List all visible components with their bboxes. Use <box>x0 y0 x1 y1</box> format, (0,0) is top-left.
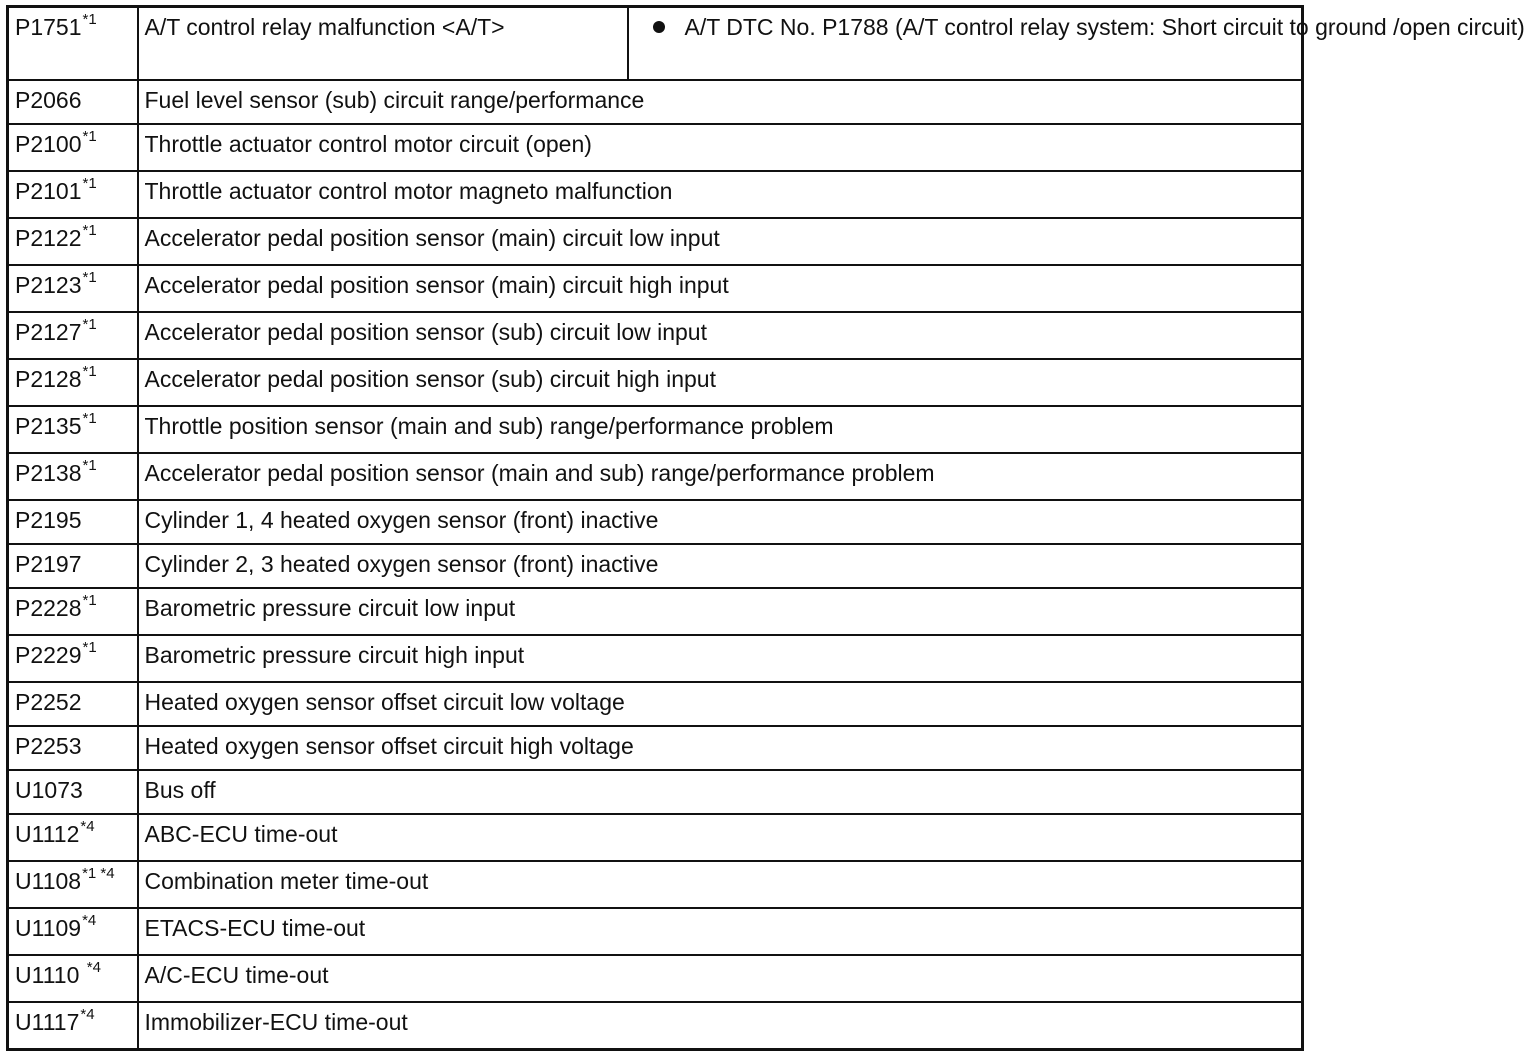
dtc-description: Barometric pressure circuit high input <box>138 635 1303 682</box>
dtc-code: P2100 <box>15 131 82 157</box>
table-row <box>8 588 1303 635</box>
dtc-description: Combination meter time-out <box>138 861 1303 908</box>
dtc-footnote-mark: *1 <box>82 592 97 610</box>
dtc-code-cell <box>8 7 138 81</box>
table-row <box>8 500 1303 544</box>
dtc-code: U1108 <box>15 868 82 894</box>
dtc-code-cell <box>8 218 138 265</box>
dtc-code-cell <box>8 770 138 814</box>
dtc-footnote-mark: *4 <box>80 818 95 836</box>
dtc-description: A/T control relay malfunction <A/T> <box>138 7 628 81</box>
dtc-description: Barometric pressure circuit low input <box>138 588 1303 635</box>
dtc-description: Throttle actuator control motor magneto malfunction <box>138 171 1303 218</box>
dtc-description: Accelerator pedal position sensor (main) circuit low input <box>138 218 1303 265</box>
table-row <box>8 218 1303 265</box>
dtc-code: P2123 <box>15 272 82 298</box>
dtc-footnote-mark: *1 <box>82 269 97 287</box>
dtc-footnote-mark: *1 <box>82 128 97 146</box>
table-row <box>8 726 1303 770</box>
dtc-note: A/T DTC No. P1788 (A/T control relay system: Short circuit to ground /open circuit) <box>684 14 1525 40</box>
dtc-footnote-mark: *1 <box>82 11 97 29</box>
table-row <box>8 265 1303 312</box>
dtc-code: P2229 <box>15 642 82 668</box>
dtc-code-cell <box>8 453 138 500</box>
table-row <box>8 453 1303 500</box>
dtc-code: U1109 <box>15 915 82 941</box>
dtc-description: Accelerator pedal position sensor (sub) circuit high input <box>138 359 1303 406</box>
dtc-code-cell <box>8 265 138 312</box>
dtc-description: Fuel level sensor (sub) circuit range/performance <box>138 80 1303 124</box>
dtc-code: P2138 <box>15 460 82 486</box>
dtc-code: P2122 <box>15 225 82 251</box>
dtc-description: Accelerator pedal position sensor (sub) circuit low input <box>138 312 1303 359</box>
dtc-footnote-mark: *1 <box>82 222 97 240</box>
dtc-note-cell <box>628 7 1525 81</box>
table-row <box>8 124 1303 171</box>
dtc-footnote-mark: *1 *4 <box>82 865 115 883</box>
table-row <box>8 359 1303 406</box>
table-row <box>8 1002 1303 1050</box>
dtc-code-cell <box>8 588 138 635</box>
dtc-description: Heated oxygen sensor offset circuit low voltage <box>138 682 1303 726</box>
dtc-footnote-mark: *1 <box>82 410 97 428</box>
dtc-code: P2197 <box>15 551 82 577</box>
dtc-code: U1117 <box>15 1009 80 1035</box>
table-row <box>8 7 1303 81</box>
dtc-description: Accelerator pedal position sensor (main and sub) range/performance problem <box>138 453 1303 500</box>
table-row <box>8 814 1303 861</box>
table-row <box>8 406 1303 453</box>
dtc-footnote-mark: *1 <box>82 316 97 334</box>
dtc-description: Heated oxygen sensor offset circuit high voltage <box>138 726 1303 770</box>
table-row <box>8 908 1303 955</box>
dtc-description: ABC-ECU time-out <box>138 814 1303 861</box>
dtc-code-cell <box>8 124 138 171</box>
dtc-footnote-mark: *1 <box>82 363 97 381</box>
table-row <box>8 544 1303 588</box>
dtc-description: Bus off <box>138 770 1303 814</box>
dtc-code-cell <box>8 500 138 544</box>
dtc-description: Immobilizer-ECU time-out <box>138 1002 1303 1050</box>
dtc-code: P1751 <box>15 14 82 40</box>
dtc-code-cell <box>8 359 138 406</box>
dtc-description: Cylinder 2, 3 heated oxygen sensor (front) inactive <box>138 544 1303 588</box>
table-row <box>8 682 1303 726</box>
bullet-icon <box>653 21 665 33</box>
dtc-code-cell <box>8 955 138 1002</box>
dtc-code: P2066 <box>15 87 82 113</box>
dtc-code: P2228 <box>15 595 82 621</box>
dtc-description: Throttle actuator control motor circuit (open) <box>138 124 1303 171</box>
dtc-code-cell <box>8 861 138 908</box>
dtc-code-cell <box>8 814 138 861</box>
dtc-description: Cylinder 1, 4 heated oxygen sensor (front) inactive <box>138 500 1303 544</box>
dtc-footnote-mark: *1 <box>82 639 97 657</box>
dtc-footnote-mark: *4 <box>86 959 101 977</box>
dtc-code: P2252 <box>15 689 82 715</box>
dtc-code-cell <box>8 312 138 359</box>
dtc-description: ETACS-ECU time-out <box>138 908 1303 955</box>
table-row <box>8 80 1303 124</box>
table-row <box>8 171 1303 218</box>
dtc-table <box>6 5 1525 1051</box>
dtc-code: U1112 <box>15 821 80 847</box>
dtc-code: P2195 <box>15 507 82 533</box>
dtc-footnote-mark: *1 <box>82 175 97 193</box>
dtc-code-cell <box>8 171 138 218</box>
dtc-table-body <box>8 7 1525 1050</box>
dtc-description: Throttle position sensor (main and sub) range/performance problem <box>138 406 1303 453</box>
dtc-description: Accelerator pedal position sensor (main) circuit high input <box>138 265 1303 312</box>
dtc-code-cell <box>8 544 138 588</box>
dtc-code: P2127 <box>15 319 82 345</box>
dtc-code: P2135 <box>15 413 82 439</box>
dtc-code: P2253 <box>15 733 82 759</box>
dtc-code-cell <box>8 80 138 124</box>
dtc-description: A/C-ECU time-out <box>138 955 1303 1002</box>
dtc-code: U1073 <box>15 777 83 803</box>
dtc-code-cell <box>8 682 138 726</box>
dtc-code-cell <box>8 908 138 955</box>
dtc-code: P2128 <box>15 366 82 392</box>
dtc-footnote-mark: *4 <box>80 1006 95 1024</box>
table-row <box>8 955 1303 1002</box>
table-row <box>8 635 1303 682</box>
dtc-footnote-mark: *4 <box>82 912 97 930</box>
table-row <box>8 861 1303 908</box>
dtc-code: U1110 <box>15 962 86 988</box>
table-row <box>8 312 1303 359</box>
dtc-code-cell <box>8 1002 138 1050</box>
dtc-footnote-mark: *1 <box>82 457 97 475</box>
dtc-code-cell <box>8 406 138 453</box>
dtc-code-cell <box>8 635 138 682</box>
dtc-code: P2101 <box>15 178 82 204</box>
table-row <box>8 770 1303 814</box>
dtc-code-cell <box>8 726 138 770</box>
